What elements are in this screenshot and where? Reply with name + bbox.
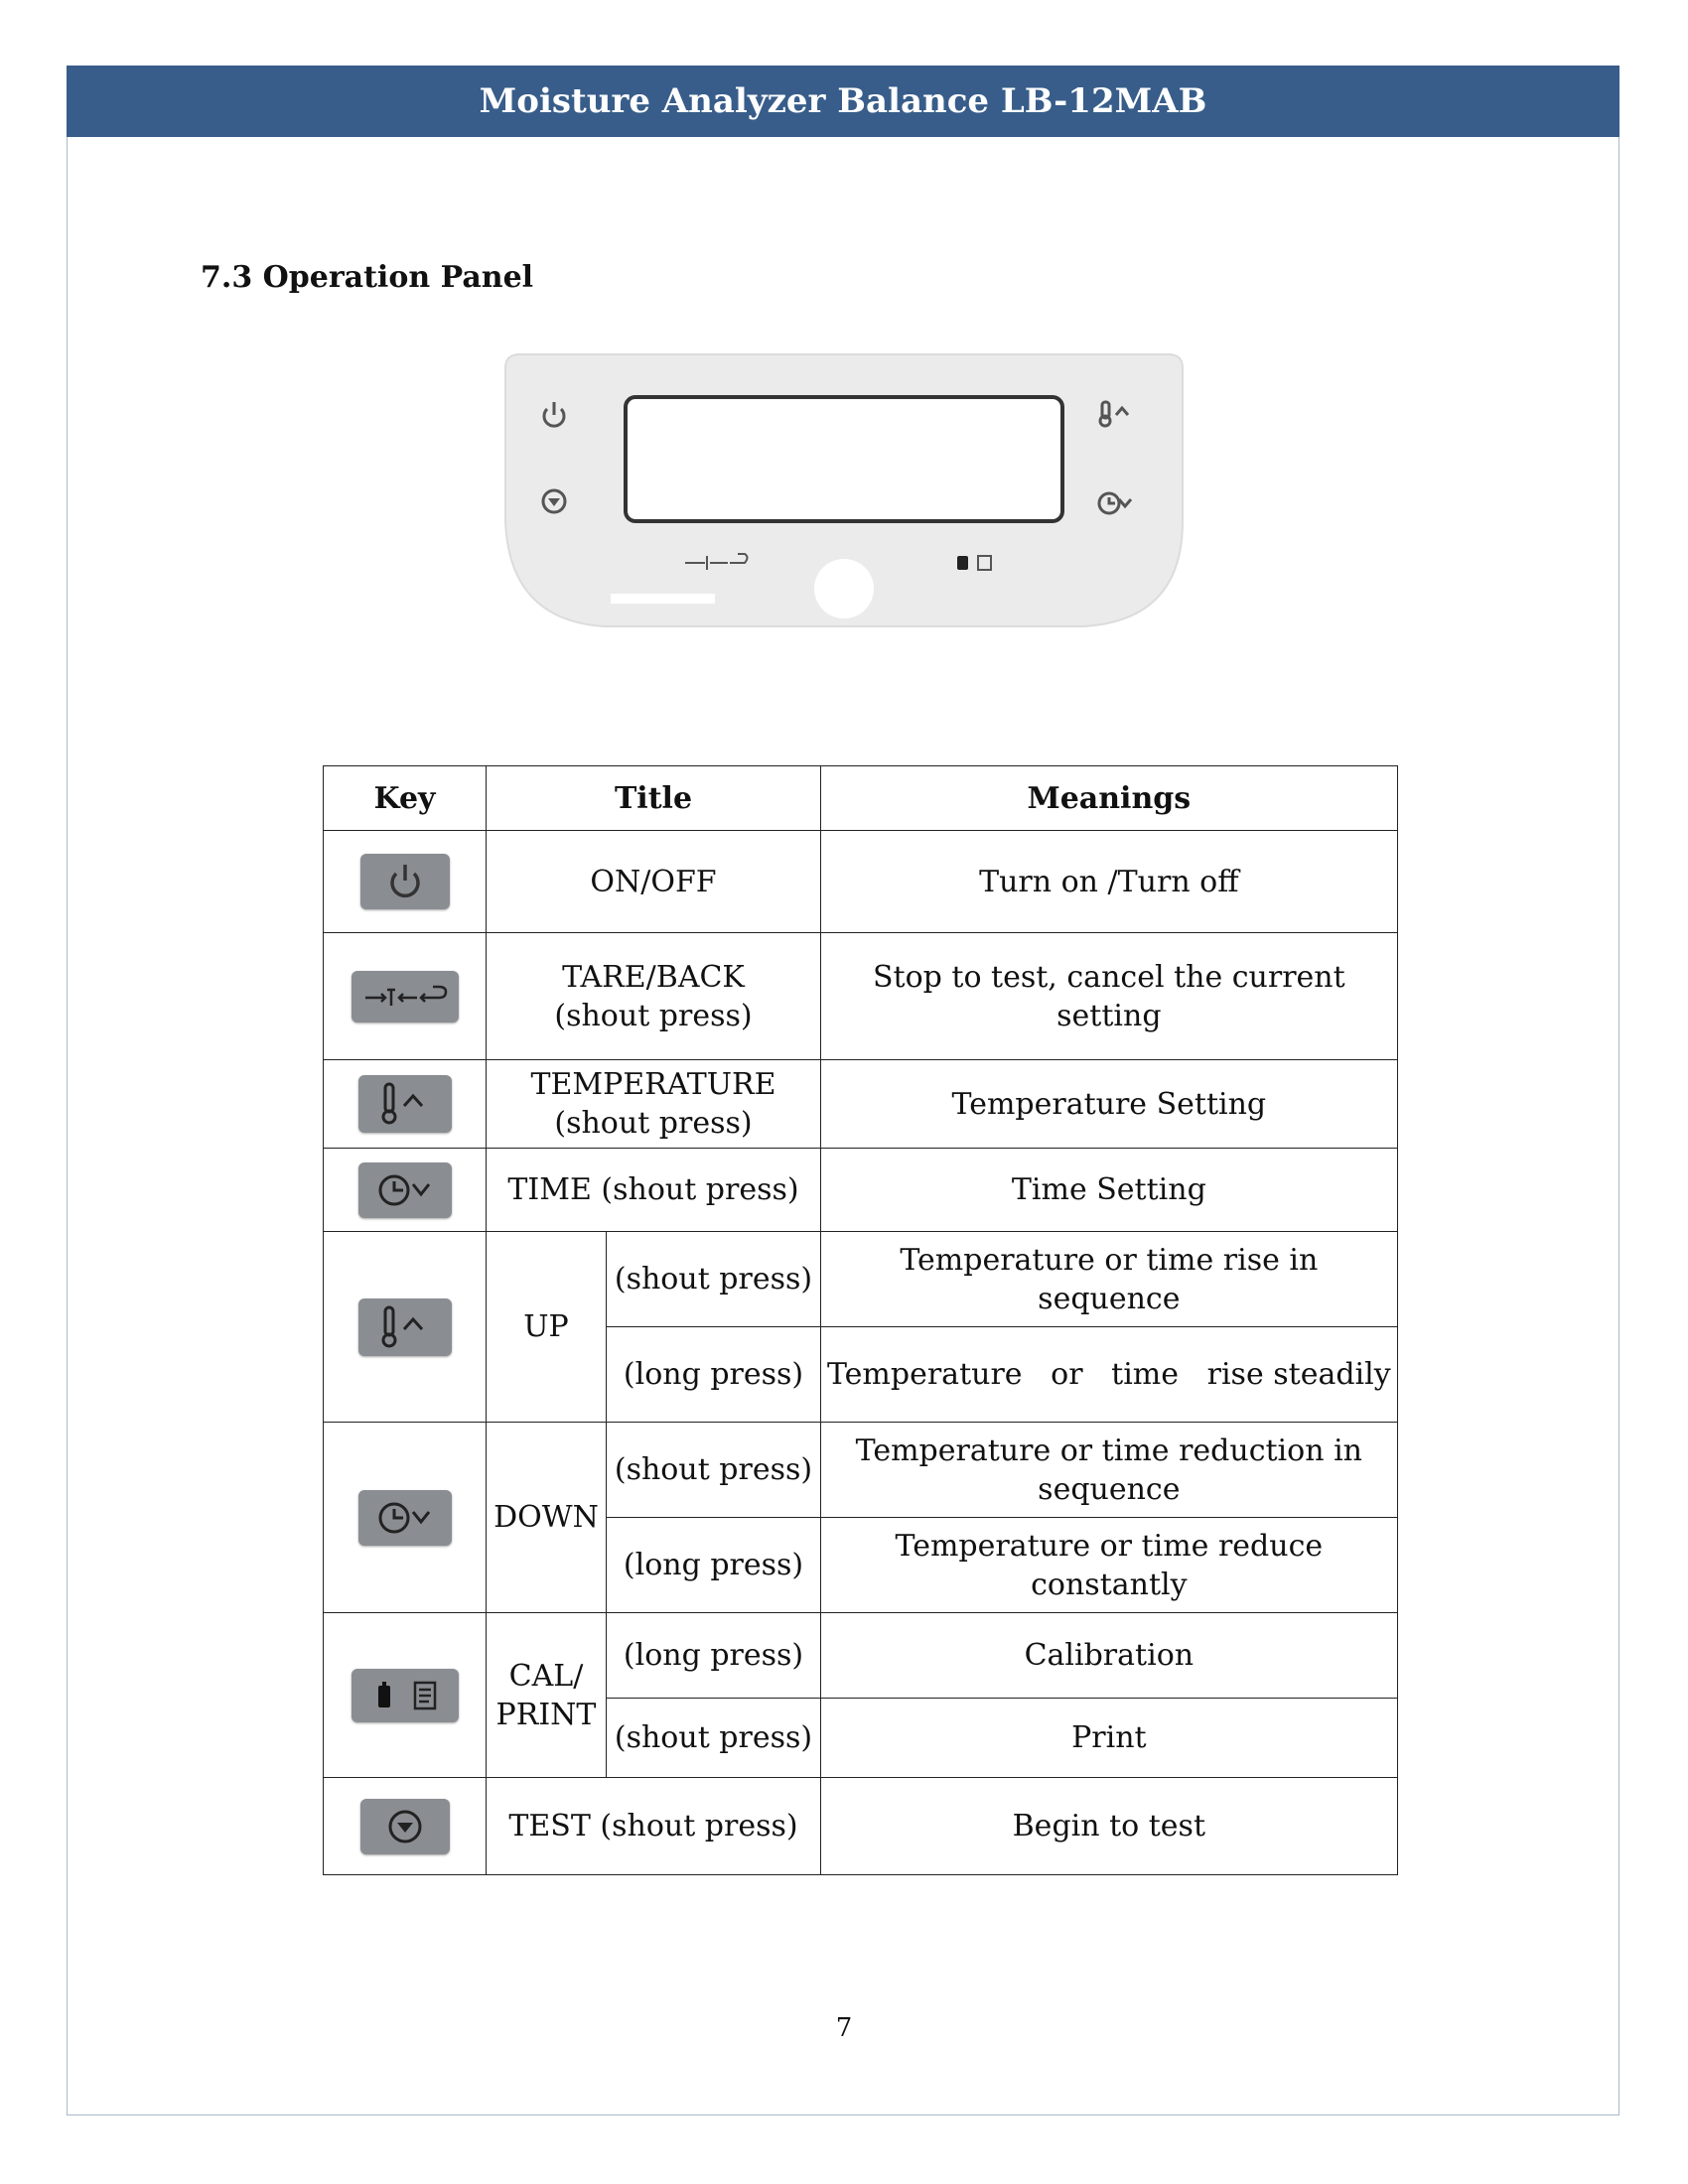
operation-keys-table — [323, 765, 1398, 1875]
section-heading: 7.3 Operation Panel — [201, 260, 534, 295]
key-cell — [324, 1613, 487, 1778]
meaning-cell: Begin to test — [821, 1778, 1398, 1875]
meaning-cell: Temperature Setting — [821, 1060, 1398, 1149]
meaning-cell: Time Setting — [821, 1149, 1398, 1232]
meaning-cell: Print — [821, 1699, 1398, 1778]
operation-panel-illustration — [501, 352, 1187, 635]
title-line: PRINT — [495, 1697, 597, 1732]
clock-down-key-icon — [358, 1490, 452, 1546]
tare-back-key-icon — [352, 971, 459, 1023]
title-line: TARE/BACK — [562, 959, 745, 995]
table-row — [324, 1060, 1398, 1149]
table-row — [324, 1778, 1398, 1875]
press-type-cell: (long press) — [607, 1613, 821, 1699]
title-cell: TEST (shout press) — [487, 1778, 821, 1875]
weight-print-key-icon — [352, 1669, 459, 1722]
press-type-cell: (shout press) — [607, 1699, 821, 1778]
table-row — [324, 831, 1398, 933]
display-screen — [626, 397, 1062, 521]
header-meanings: Meanings — [821, 766, 1398, 831]
title-line: (shout press) — [554, 1106, 753, 1141]
key-cell — [324, 1149, 487, 1232]
title-cell: ON/OFF — [487, 831, 821, 933]
meaning-line: Temperature or time reduce — [895, 1528, 1324, 1564]
page-number: 7 — [835, 2013, 853, 2043]
press-type-cell: (long press) — [607, 1327, 821, 1423]
table-header-row — [324, 766, 1398, 831]
title-cell — [487, 1613, 607, 1778]
key-cell — [324, 831, 487, 933]
key-cell — [324, 933, 487, 1060]
thermometer-up-key-icon — [358, 1298, 452, 1356]
table-row — [324, 933, 1398, 1060]
press-type-cell: (shout press) — [607, 1423, 821, 1518]
press-type-cell: (shout press) — [607, 1232, 821, 1327]
meaning-line: sequence — [1038, 1471, 1181, 1507]
meaning-cell: Turn on /Turn off — [821, 831, 1398, 933]
table-row — [324, 1149, 1398, 1232]
document-header: Moisture Analyzer Balance LB-12MAB — [67, 66, 1619, 137]
key-cell — [324, 1778, 487, 1875]
title-line: (shout press) — [554, 998, 753, 1033]
title-line: TEMPERATURE — [530, 1067, 776, 1102]
meaning-cell — [821, 933, 1398, 1060]
panel-button-circle — [814, 559, 874, 618]
header-key: Key — [324, 766, 487, 831]
meaning-cell: Temperature or time rise in sequence — [821, 1232, 1398, 1327]
meaning-cell — [821, 1423, 1398, 1518]
title-cell: TIME (shout press) — [487, 1149, 821, 1232]
meaning-cell: Temperature or time rise steadily — [821, 1327, 1398, 1423]
title-cell — [487, 933, 821, 1060]
meaning-line: constantly — [1031, 1567, 1188, 1602]
meaning-cell — [821, 1518, 1398, 1613]
thermometer-up-key-icon — [358, 1075, 452, 1133]
power-key-icon — [360, 854, 450, 909]
key-cell — [324, 1060, 487, 1149]
title-cell: DOWN — [487, 1423, 607, 1613]
key-cell — [324, 1232, 487, 1423]
meaning-cell: Calibration — [821, 1613, 1398, 1699]
meaning-line: Stop to test, cancel the current — [872, 959, 1345, 995]
title-cell: UP — [487, 1232, 607, 1423]
meaning-line: setting — [1056, 998, 1162, 1033]
table-row — [324, 1613, 1398, 1699]
title-cell — [487, 1060, 821, 1149]
header-title: Title — [487, 766, 821, 831]
title-line: CAL/ — [508, 1658, 584, 1694]
test-down-key-icon — [360, 1799, 450, 1854]
press-type-cell: (long press) — [607, 1518, 821, 1613]
clock-down-key-icon — [358, 1162, 452, 1218]
key-cell — [324, 1423, 487, 1613]
table-row — [324, 1232, 1398, 1327]
table-row — [324, 1423, 1398, 1518]
meaning-line: Temperature or time reduction in — [855, 1433, 1362, 1468]
panel-label-strip — [611, 594, 715, 604]
